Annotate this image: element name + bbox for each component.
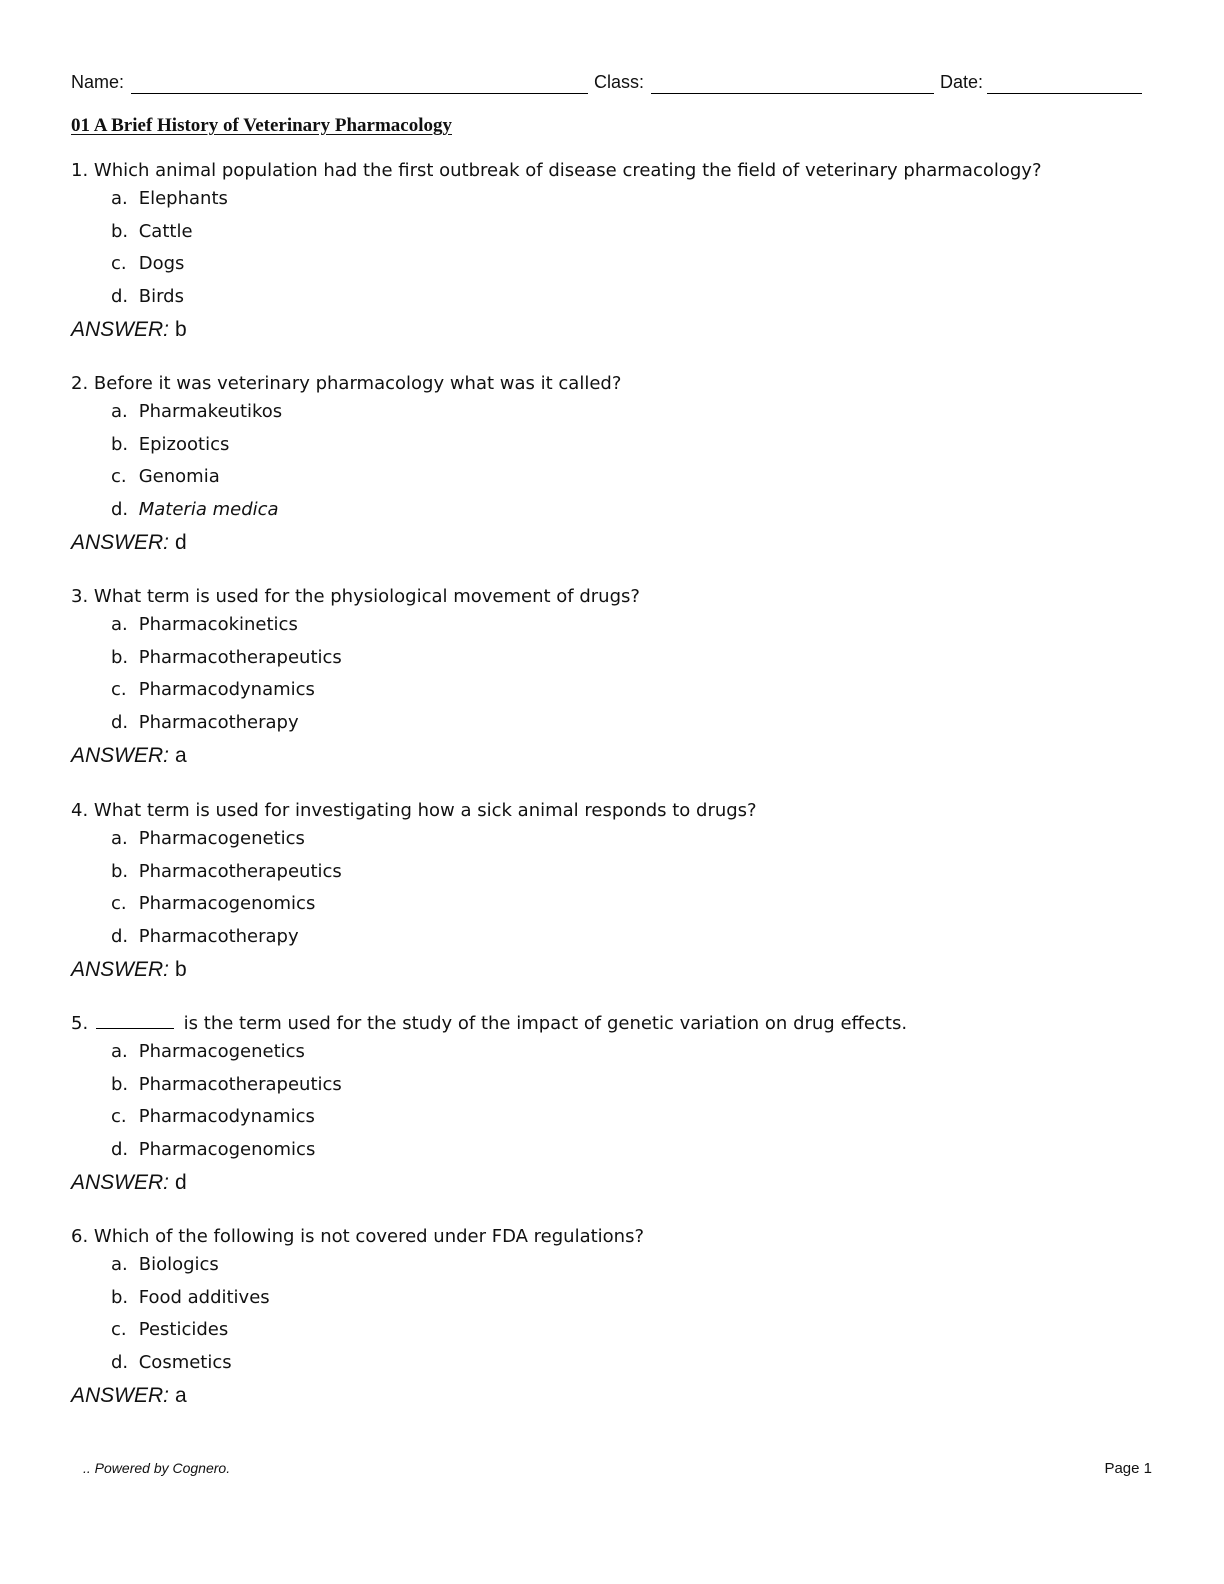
option-c (71, 1318, 1151, 1351)
question-number: 5. (71, 1013, 89, 1034)
answer-label: ANSWER: (71, 318, 170, 342)
answer-label: ANSWER: (71, 531, 170, 555)
question-stem (71, 799, 1151, 827)
question-stem (71, 372, 1151, 400)
option-b (71, 1073, 1151, 1106)
answer-value: d (175, 1171, 187, 1195)
option-a (71, 1040, 1151, 1073)
option-text: Cosmetics (138, 1351, 232, 1373)
question-stem (71, 1225, 1151, 1253)
option-text: Pharmacotherapy (138, 925, 299, 947)
option-d (71, 711, 1151, 744)
answer-value: b (175, 318, 187, 342)
option-letter: b. (111, 1286, 129, 1308)
question-text: Before it was veterinary pharmacology what was it called? (93, 373, 622, 394)
class-label: Class: (594, 72, 645, 92)
option-text: Pharmacokinetics (138, 614, 298, 635)
option-letter: a. (111, 1041, 128, 1062)
option-letter: b. (111, 646, 129, 668)
option-text: Pharmacotherapy (138, 711, 299, 733)
question-stem (71, 585, 1151, 613)
question-text: What term is used for investigating how a sick animal responds to drugs? (93, 800, 757, 821)
question-number: 1. (71, 160, 89, 181)
option-b (71, 860, 1151, 893)
option-a (71, 187, 1151, 220)
option-d (71, 498, 1151, 531)
answer-label: ANSWER: (71, 1384, 170, 1408)
option-a (71, 1253, 1151, 1286)
option-c (71, 1105, 1151, 1138)
answer-value: b (175, 958, 187, 982)
option-c (71, 678, 1151, 711)
option-c (71, 252, 1151, 285)
answer-value: a (175, 744, 187, 768)
option-a (71, 400, 1151, 433)
question-stem (71, 159, 1151, 187)
option-d (71, 285, 1151, 318)
question-3 (71, 585, 1151, 773)
option-letter: c. (111, 1319, 127, 1341)
answer-label: ANSWER: (71, 1171, 170, 1195)
question-4 (71, 799, 1151, 987)
question-text: What term is used for the physiological movement of drugs? (93, 586, 640, 607)
question-number: 6. (71, 1226, 89, 1247)
option-text: Pharmakeutikos (138, 401, 283, 422)
option-b (71, 220, 1151, 253)
powered-by-footer: .. Powered by Cognero. (83, 1460, 231, 1476)
option-letter: b. (111, 220, 129, 242)
option-text: Pharmacogenetics (138, 1041, 305, 1062)
option-text: Pharmacotherapeutics (138, 646, 342, 668)
option-text: Pharmacodynamics (138, 1106, 315, 1128)
option-a (71, 613, 1151, 646)
option-text: Birds (138, 285, 184, 307)
option-letter: d. (111, 498, 129, 520)
option-letter: b. (111, 860, 129, 882)
option-letter: d. (111, 1351, 129, 1373)
question-6 (71, 1225, 1151, 1413)
option-text: Dogs (138, 253, 185, 275)
option-d (71, 925, 1151, 958)
option-letter: a. (111, 188, 128, 209)
document-title: 01 A Brief History of Veterinary Pharmacology (71, 115, 452, 136)
question-number: 3. (71, 586, 89, 607)
option-text: Pharmacodynamics (138, 679, 315, 701)
name-field-line[interactable] (131, 93, 588, 94)
option-text: Food additives (138, 1286, 270, 1308)
option-c (71, 892, 1151, 925)
option-d (71, 1138, 1151, 1171)
fill-in-blank (96, 1012, 174, 1029)
option-letter: c. (111, 1106, 127, 1128)
option-d (71, 1351, 1151, 1384)
option-text: Pharmacotherapeutics (138, 1073, 342, 1095)
option-letter: b. (111, 433, 129, 455)
option-text: Cattle (138, 220, 193, 242)
answer-line (71, 530, 1151, 560)
question-text: Which of the following is not covered under FDA regulations? (93, 1226, 645, 1247)
option-text: Elephants (138, 188, 228, 209)
question-1 (71, 159, 1151, 347)
option-text: Materia medica (138, 498, 279, 520)
option-letter: c. (111, 466, 127, 488)
question-stem (71, 1012, 1151, 1040)
option-letter: a. (111, 401, 128, 422)
question-text: Which animal population had the first outbreak of disease creating the field of veterinary pharmacology? (93, 160, 1042, 181)
option-text: Epizootics (138, 433, 230, 455)
answer-line (71, 1170, 1151, 1200)
option-letter: d. (111, 1138, 129, 1160)
option-b (71, 1286, 1151, 1319)
answer-label: ANSWER: (71, 958, 170, 982)
option-letter: d. (111, 711, 129, 733)
option-text: Pharmacogenomics (138, 893, 316, 915)
date-label: Date: (940, 72, 984, 92)
option-text: Genomia (138, 466, 220, 488)
option-text: Pesticides (138, 1319, 229, 1341)
answer-line (71, 1383, 1151, 1413)
answer-line (71, 957, 1151, 987)
option-letter: a. (111, 1254, 128, 1275)
answer-label: ANSWER: (71, 744, 170, 768)
answer-line (71, 317, 1151, 347)
option-text: Pharmacogenetics (138, 828, 305, 849)
student-info-header (71, 72, 1143, 98)
option-letter: d. (111, 285, 129, 307)
question-number: 4. (71, 800, 89, 821)
option-text: Pharmacogenomics (138, 1138, 316, 1160)
question-number: 2. (71, 373, 89, 394)
answer-value: d (175, 531, 187, 555)
option-a (71, 827, 1151, 860)
option-text: Pharmacotherapeutics (138, 860, 342, 882)
option-b (71, 433, 1151, 466)
option-letter: a. (111, 614, 128, 635)
question-text: is the term used for the study of the impact of genetic variation on drug effects. (183, 1013, 908, 1034)
question-5 (71, 1012, 1151, 1200)
option-letter: b. (111, 1073, 129, 1095)
answer-line (71, 743, 1151, 773)
option-letter: d. (111, 925, 129, 947)
page-number: Page 1 (1104, 1460, 1152, 1477)
name-label: Name: (71, 72, 125, 92)
date-field-line[interactable] (987, 93, 1142, 94)
question-2 (71, 372, 1151, 560)
option-b (71, 646, 1151, 679)
option-letter: c. (111, 893, 127, 915)
class-field-line[interactable] (651, 93, 934, 94)
option-c (71, 465, 1151, 498)
answer-value: a (175, 1384, 187, 1408)
option-text: Biologics (138, 1254, 219, 1275)
option-letter: c. (111, 253, 127, 275)
option-letter: a. (111, 828, 128, 849)
option-letter: c. (111, 679, 127, 701)
